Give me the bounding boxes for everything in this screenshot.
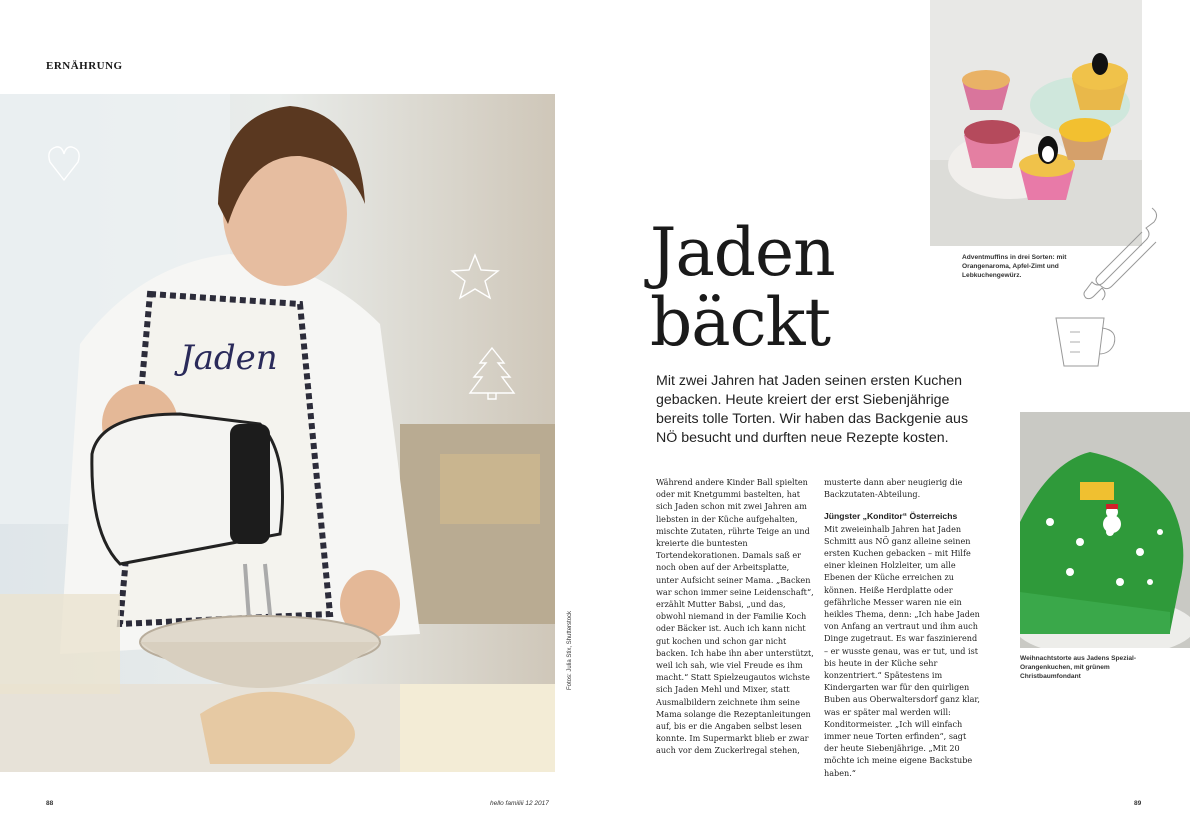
magazine-issue: hello familiii 12 2017 bbox=[490, 800, 549, 807]
subheading: Jüngster „Konditor“ Österreichs bbox=[824, 511, 958, 522]
title-line-2: bäckt bbox=[650, 284, 831, 361]
main-photo-boy-baking bbox=[0, 94, 555, 772]
cake-photo bbox=[1020, 412, 1190, 648]
body-text-2-top: musterte dann aber neugierig die Backzutaten-Abteilung. bbox=[824, 477, 963, 500]
body-column-1 bbox=[656, 476, 814, 757]
page-number-left: 88 bbox=[46, 800, 54, 807]
measuring-cup-icon bbox=[1052, 314, 1122, 368]
apron-text: Jaden bbox=[180, 338, 278, 378]
body-text-2: Mit zweieinhalb Jahren hat Jaden Schmitt aus NÖ ganz alleine seinen ersten Kuchen gebacken – mit Hilfe einer kleinen Holzleiter, um alle Ebenen der Küche erreichen zu können. Heiße Herdplatte oder gefährliche Messer waren nie ein heikles Thema, denn: „Ich habe Jaden von Anfang an vertraut und ihm auch Dinge zugetraut. Es war faszinierend – er wusste genau, was er tut, und ist bis heute in der Küche sehr konzentriert.“ Spätestens im Kindergarten war für den quirligen Buben aus Oberwaltersdorf ganz klar, was er später mal werden will: Konditormeister. „Ich will einfach immer neue Torten erfinden“, sagt der heute Siebenjährige. „Mit 20 möchte ich meine eigene Backstube haben.“ bbox=[824, 523, 980, 778]
lead-paragraph: Mit zwei Jahren hat Jaden seinen ersten Kuchen gebacken. Heute kreiert der erst Siebenjährige bereits tolle Torten. Wir haben das Backgenie aus NÖ besucht und durften neue Rezepte kosten. bbox=[656, 373, 969, 446]
caption-muffins: Adventmuffins in drei Sorten: mit Orangenaroma, Apfel-Zimt und Lebkuchengewürz. bbox=[962, 254, 1067, 279]
body-text-1: Während andere Kinder Ball spielten oder mit Knetgummi bastelten, hat sich Jaden schon mit zwei Jahren am liebsten in der Küche aufgehalten, mischte Zutaten, rührte Teige an und kreierte die buntesten Tortendekorationen. Damals saß er noch oben auf der Arbeitsplatte, unter Aufsicht seiner Mama. „Backen war schon immer seine Leidenschaft“, erzählt Mutter Babsi, „und das, obwohl niemand in der Familie Koch oder Bäcker ist. Auch ich kann nicht gut kochen und schon gar nicht backen. Ich habe ihn aber unterstützt, weil ich sah, wie viel Freude es ihm macht.“ Statt Spielzeugautos wichste sich Jaden Mehl und Mixer, statt Ausmalbildern zeichnete ihm seine Mama solange die Rezeptanleitungen auf, bis er die Angaben selbst lesen konnte. Im Supermarkt blieb er zwar auch vor dem Zuckerlregal stehen, bbox=[656, 477, 814, 756]
caption-cake: Weihnachtstorte aus Jadens Spezial-Orangenkuchen, mit grünem Christbaumfondant bbox=[1020, 655, 1137, 680]
section-label: ERNÄHRUNG bbox=[46, 60, 123, 72]
body-column-2 bbox=[824, 476, 982, 779]
page-number-right: 89 bbox=[1134, 800, 1142, 807]
photo-credit: Fotos: Julia Stix, Shutterstock bbox=[567, 610, 573, 690]
rolling-pin-icon bbox=[1082, 202, 1162, 302]
heart-cutter-icon bbox=[46, 142, 82, 184]
title-line-1: Jaden bbox=[650, 214, 835, 291]
article-title bbox=[650, 214, 835, 361]
star-cutter-icon bbox=[448, 252, 502, 302]
tree-cutter-icon bbox=[468, 345, 516, 401]
